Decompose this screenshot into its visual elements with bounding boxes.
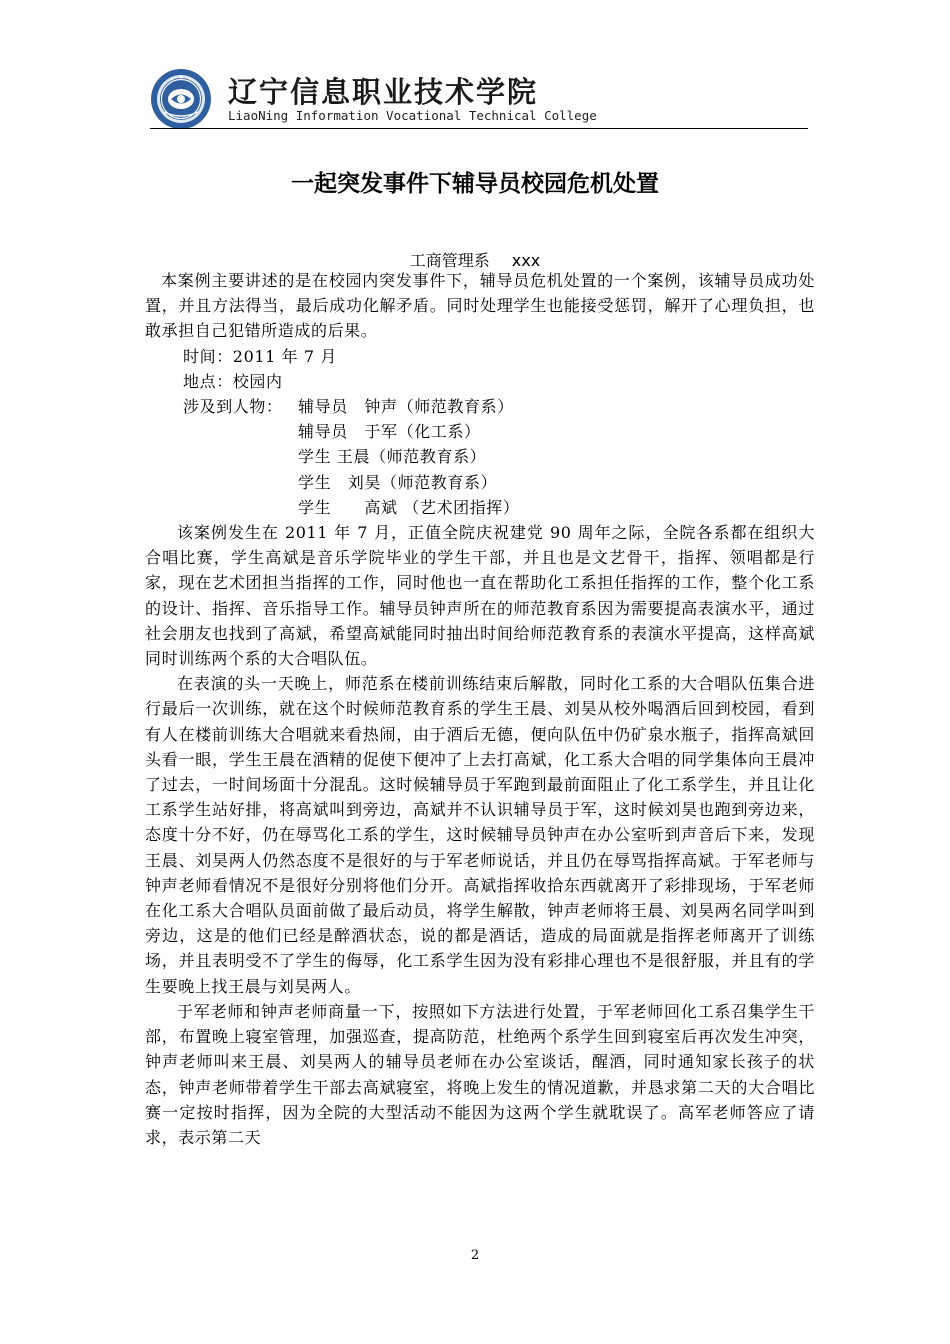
body-paragraph: 于军老师和钟声老师商量一下，按照如下方法进行处置，于军老师回化工系召集学生干部，布置晚上寝室管理，加强巡查，提高防范，杜绝两个系学生回到寝室后再次发生冲突，钟声老师叫来王晨、刘昊两人的辅导员老师在办公室谈话，醒酒，同时通知家长孩子的状态，钟声老师带着学生干部去高斌寝室，将晚上发生的情况道歉，并恳求第二天的大合唱比赛一定按时指挥，因为全院的大型活动不能因为这两个学生就耽误了。高军老师答应了请求，表示第二天 [145, 1001, 815, 1147]
person-entry: 辅导员 钟声（师范教育系） [298, 397, 514, 417]
header-divider [150, 128, 808, 129]
people-row [145, 444, 815, 469]
people-row [145, 495, 815, 520]
document-title: 一起突发事件下辅导员校园危机处置 [291, 171, 659, 197]
person-entry: 学生 刘昊（师范教育系） [298, 472, 498, 492]
person-entry: 学生 高斌 （艺术团指挥） [298, 497, 520, 517]
place-line: 地点：校园内 [183, 371, 283, 391]
document-body [145, 268, 815, 1150]
author-department: 工商管理系 [409, 251, 490, 270]
page-number: 2 [470, 1248, 480, 1263]
people-row [145, 470, 815, 495]
time-line: 时间：2011 年 7 月 [183, 346, 337, 366]
person-entry: 辅导员 于军（化工系） [298, 422, 481, 442]
page-header [150, 68, 808, 128]
intro-paragraph: 本案例主要讲述的是在校园内突发事件下，辅导员危机处置的一个案例，该辅导员成功处置，并且方法得当，最后成功化解矛盾。同时处理学生也能接受惩罚，解开了心理负担，也敢承担自己犯错所造成的后果。 [145, 271, 815, 341]
college-seal-icon [150, 68, 212, 130]
people-row [145, 419, 815, 444]
body-paragraph: 在表演的头一天晚上，师范系在楼前训练结束后解散，同时化工系的大合唱队伍集合进行最后一次训练，就在这个时候师范教育系的学生王晨、刘昊从校外喝酒后回到校园，看到有人在楼前训练大合唱就来看热闹，由于酒后无德，便向队伍中仍矿泉水瓶子，指挥高斌回头看一眼，学生王晨在酒精的促使下便冲了上去打高斌，化工系大合唱的同学集体向王晨冲了过去，一时间场面十分混乱。这时候辅导员于军跑到最前面阻止了化工系学生，并且让化工系学生站好排，将高斌叫到旁边，高斌并不认识辅导员于军，这时候刘昊也跑到旁边来，态度十分不好，仍在辱骂化工系的学生，这时候辅导员钟声在办公室听到声音后下来，发现王晨、刘昊两人仍然态度不是很好的与于军老师说话，并且仍在辱骂指挥高斌。于军老师与钟声老师看情况不是很好分别将他们分开。高斌指挥收拾东西就离开了彩排现场，于军老师在化工系大合唱队员面前做了最后动员，将学生解散，钟声老师将王晨、刘昊两名同学叫到旁边，这是的他们已经是醉酒状态，说的都是酒话，造成的局面就是指挥老师离开了训练场，并且表明受不了学生的侮辱，化工系学生因为没有彩排心理也不是很舒服，并且有的学生要晚上找王晨与刘昊两人。 [145, 674, 815, 996]
school-name-cn: 辽宁信息职业技术学院 [228, 75, 539, 109]
person-entry: 学生 王晨（师范教育系） [298, 447, 487, 467]
people-label: 涉及到人物： [183, 397, 283, 417]
school-name-en: LiaoNing Information Vocational Technical College [228, 108, 597, 123]
people-row [145, 394, 815, 419]
author-name: xxx [511, 251, 541, 270]
body-paragraph: 该案例发生在 2011 年 7 月，正值全院庆祝建党 90 周年之际，全院各系都在组织大合唱比赛，学生高斌是音乐学院毕业的学生干部，并且也是文艺骨干，指挥、领唱都是行家，现在艺术团担当指挥的工作，同时他也一直在帮助化工系担任指挥的工作，整个化工系的设计、指挥、音乐指导工作。辅导员钟声所在的师范教育系因为需要提高表演水平，通过社会朋友也找到了高斌，希望高斌能同时抽出时间给师范教育系的表演水平提高，这样高斌同时训练两个系的大合唱队伍。 [145, 523, 815, 669]
